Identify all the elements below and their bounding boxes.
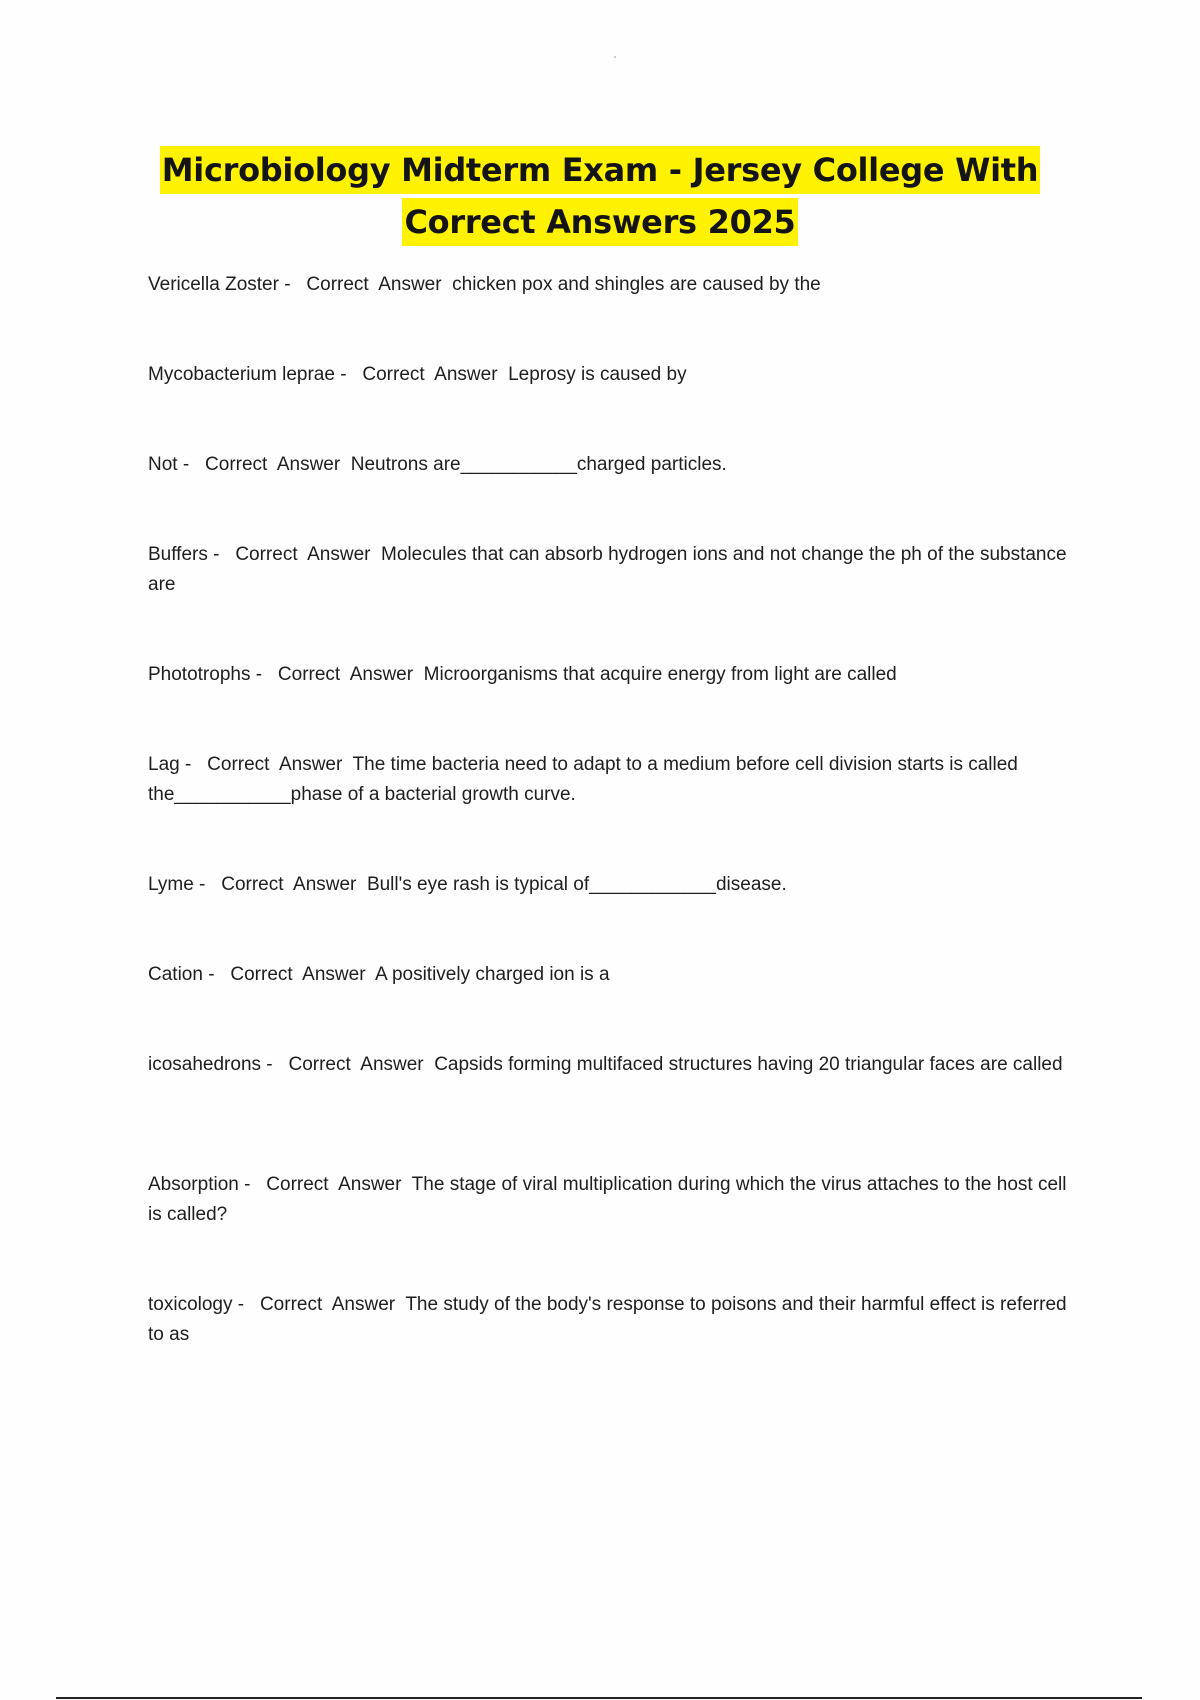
qa-item xyxy=(148,870,1078,900)
qa-gap xyxy=(356,874,367,895)
qa-separator: - xyxy=(278,274,307,295)
qa-term: toxicology xyxy=(148,1294,233,1315)
qa-question: Microorganisms that acquire energy from light are called xyxy=(423,664,897,685)
title-line-2: Correct Answers 2025 xyxy=(402,198,797,246)
correct-answer-label: Correct Answer xyxy=(221,874,357,895)
page-speck xyxy=(614,56,616,58)
correct-answer-label: Correct Answer xyxy=(306,274,442,295)
qa-question: The stage of viral multiplication during which the virus attaches to the host cell is called? xyxy=(148,1174,1067,1225)
qa-separator: - xyxy=(232,1294,260,1315)
qa-separator: - xyxy=(177,454,206,475)
qa-separator: - xyxy=(193,874,222,895)
qa-item xyxy=(148,960,1078,990)
qa-question: chicken pox and shingles are caused by the xyxy=(452,274,821,295)
qa-term: Lyme xyxy=(148,874,194,895)
qa-term: icosahedrons xyxy=(148,1054,262,1075)
page-bottom-rule xyxy=(56,1697,1142,1699)
qa-gap xyxy=(413,664,424,685)
qa-item xyxy=(148,1290,1078,1350)
qa-gap xyxy=(340,454,351,475)
qa-term: Vericella Zoster xyxy=(148,274,279,295)
qa-term: Lag xyxy=(148,754,180,775)
correct-answer-label: Correct Answer xyxy=(205,454,341,475)
qa-item xyxy=(148,1170,1078,1230)
qa-question: The study of the body's response to poisons and their harmful effect is referred to as xyxy=(148,1294,1067,1345)
qa-question: A positively charged ion is a xyxy=(375,964,610,985)
qa-term: Absorption xyxy=(148,1174,239,1195)
qa-term: Not xyxy=(148,454,178,475)
correct-answer-label: Correct Answer xyxy=(362,364,498,385)
qa-item xyxy=(148,270,1078,300)
qa-term: Mycobacterium leprae xyxy=(148,364,335,385)
correct-answer-label: Correct Answer xyxy=(259,1294,396,1315)
correct-answer-label: Correct Answer xyxy=(288,1054,424,1075)
qa-item xyxy=(148,1050,1078,1080)
qa-gap xyxy=(498,364,509,385)
qa-gap xyxy=(424,1054,435,1075)
qa-item xyxy=(148,750,1078,810)
qa-question: Bull's eye rash is typical of____________disease. xyxy=(366,874,787,895)
title-line-1: Microbiology Midterm Exam - Jersey College With xyxy=(160,146,1041,194)
qa-item xyxy=(148,360,1078,390)
qa-question: Capsids forming multifaced structures having 20 triangular faces are called xyxy=(434,1054,1063,1075)
qa-gap xyxy=(401,1174,411,1195)
qa-gap xyxy=(342,754,352,775)
correct-answer-label: Correct Answer xyxy=(230,964,366,985)
qa-question: The time bacteria need to adapt to a medium before cell division starts is called the___________phase of a bacterial growth curve. xyxy=(148,754,1018,805)
correct-answer-label: Correct Answer xyxy=(277,664,414,685)
qa-separator: - xyxy=(261,1054,289,1075)
qa-item xyxy=(148,540,1078,600)
qa-question: Neutrons are___________charged particles. xyxy=(350,454,727,475)
qa-separator: - xyxy=(207,544,236,565)
qa-item xyxy=(148,450,1078,480)
qa-gap xyxy=(395,1294,405,1315)
qa-question: Molecules that can absorb hydrogen ions and not change the ph of the substance are xyxy=(148,544,1067,595)
qa-gap xyxy=(366,964,376,985)
correct-answer-label: Correct Answer xyxy=(207,754,343,775)
qa-gap xyxy=(442,274,453,295)
qa-term: Phototrophs xyxy=(148,664,251,685)
document-title xyxy=(0,146,1200,250)
qa-separator: - xyxy=(238,1174,267,1195)
correct-answer-label: Correct Answer xyxy=(266,1174,402,1195)
qa-question: Leprosy is caused by xyxy=(508,364,687,385)
qa-separator: - xyxy=(202,964,231,985)
qa-item xyxy=(148,660,1078,690)
qa-separator: - xyxy=(250,664,278,685)
qa-term: Cation xyxy=(148,964,203,985)
qa-separator: - xyxy=(179,754,208,775)
correct-answer-label: Correct Answer xyxy=(235,544,371,565)
qa-separator: - xyxy=(334,364,363,385)
qa-term: Buffers xyxy=(148,544,208,565)
qa-gap xyxy=(370,544,381,565)
